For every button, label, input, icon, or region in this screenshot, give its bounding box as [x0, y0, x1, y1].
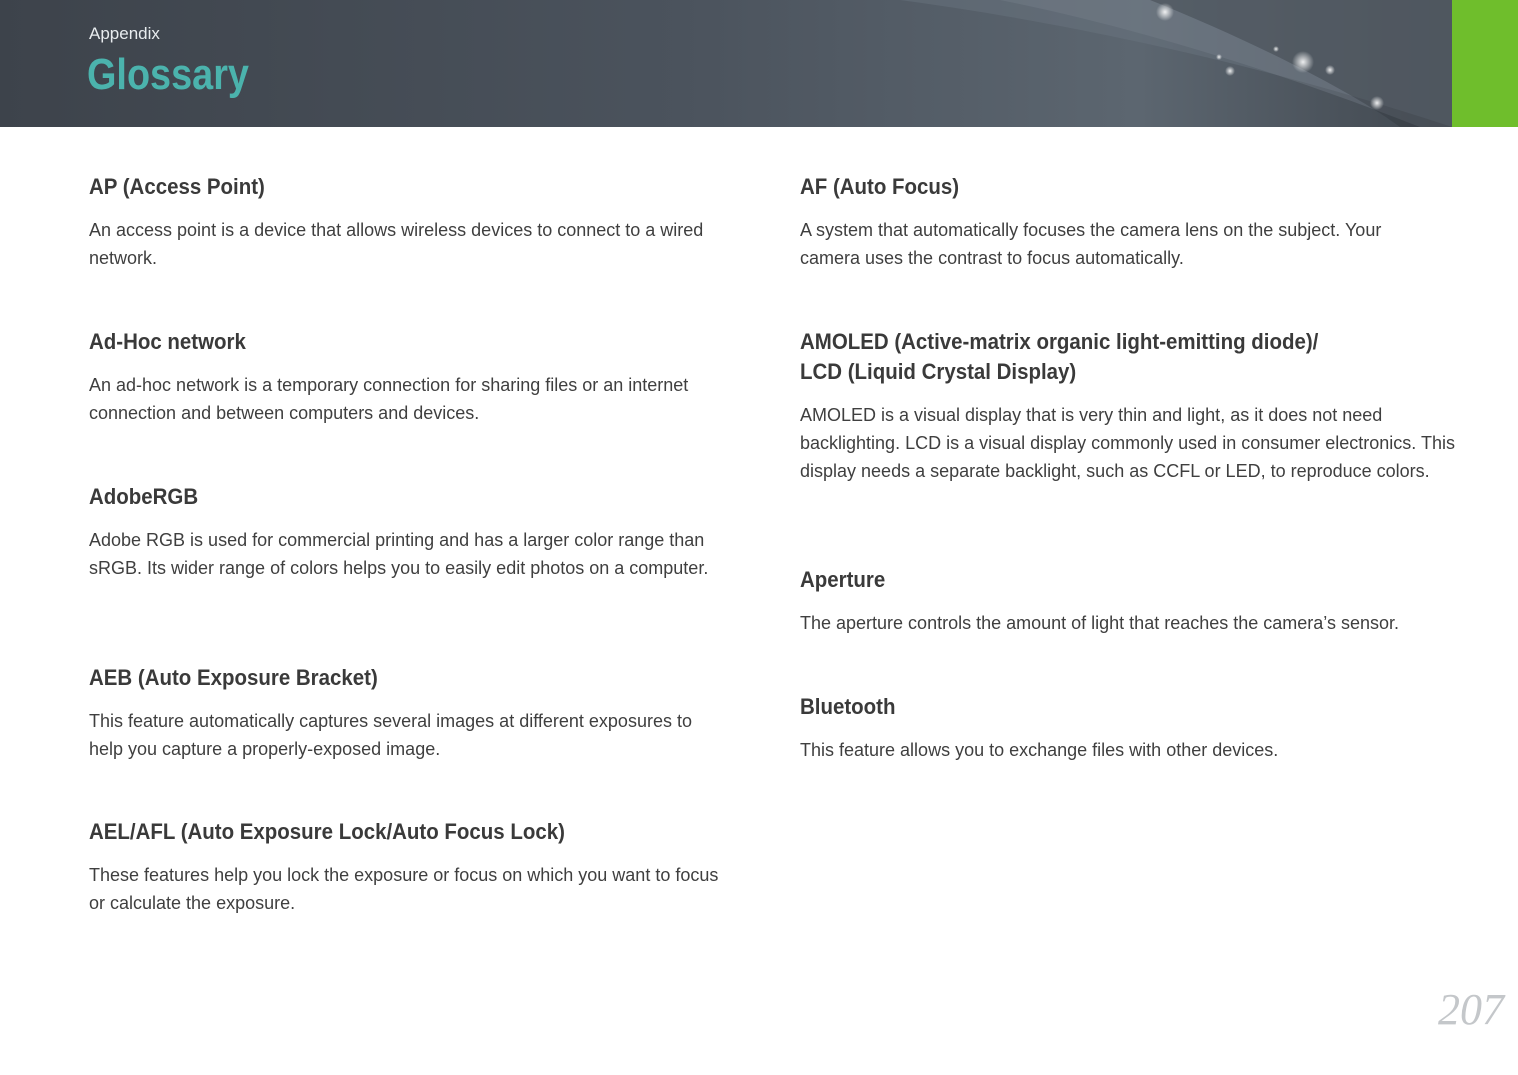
entry-definition: These features help you lock the exposure or focus on which you want to focus or calculate the exposure. — [89, 865, 719, 913]
glossary-entry — [89, 172, 729, 272]
entry-definition: A system that automatically focuses the camera lens on the subject. Your camera uses the contrast to focus automatically. — [800, 220, 1382, 268]
entry-definition: This feature automatically captures several images at different exposures to help you capture a properly-exposed image. — [89, 711, 692, 759]
entry-definition: An ad-hoc network is a temporary connection for sharing files or an internet connection and between computers and devices. — [89, 375, 689, 423]
entry-term-line-1: AMOLED (Active-matrix organic light-emitting diode)/ — [800, 329, 1319, 354]
glossary-entry — [800, 327, 1460, 485]
entry-term: Bluetooth — [800, 694, 896, 719]
header-accent-bar — [1452, 0, 1518, 127]
entry-definition: An access point is a device that allows wireless devices to connect to a wired network. — [89, 220, 704, 268]
entry-definition: The aperture controls the amount of light that reaches the camera’s sensor. — [800, 613, 1400, 633]
glossary-entry — [89, 663, 729, 763]
glossary-entry — [89, 327, 689, 427]
entry-term: AEL/AFL (Auto Exposure Lock/Auto Focus Lock) — [89, 819, 565, 844]
entry-term: AEB (Auto Exposure Bracket) — [89, 665, 378, 690]
glossary-entry — [800, 692, 1460, 764]
glossary-entry — [89, 482, 719, 582]
glossary-entry — [89, 817, 729, 917]
page-number: 207 — [1438, 985, 1504, 1034]
entry-definition: Adobe RGB is used for commercial printing and has a larger color range than sRGB. Its wider range of colors helps you to easily edit photos on a computer. — [89, 530, 709, 578]
page-header — [0, 0, 1518, 127]
entry-term: AP (Access Point) — [89, 174, 265, 199]
glossary-entry — [800, 172, 1440, 272]
entry-definition: This feature allows you to exchange files with other devices. — [800, 740, 1279, 760]
entry-term: AdobeRGB — [89, 484, 199, 509]
entry-term: AF (Auto Focus) — [800, 174, 960, 199]
glossary-entry — [800, 565, 1460, 637]
entry-term: Ad-Hoc network — [89, 329, 246, 354]
entry-term: Aperture — [800, 567, 886, 592]
breadcrumb: Appendix — [89, 24, 160, 43]
entry-term-line-2: LCD (Liquid Crystal Display) — [800, 359, 1077, 384]
page-title: Glossary — [87, 50, 249, 99]
entry-definition: AMOLED is a visual display that is very thin and light, as it does not need backlighting. LCD is a visual display commonly used in consumer electronics. This display needs a separate backlight, such as CCFL or LED, to reproduce colors. — [800, 405, 1455, 481]
